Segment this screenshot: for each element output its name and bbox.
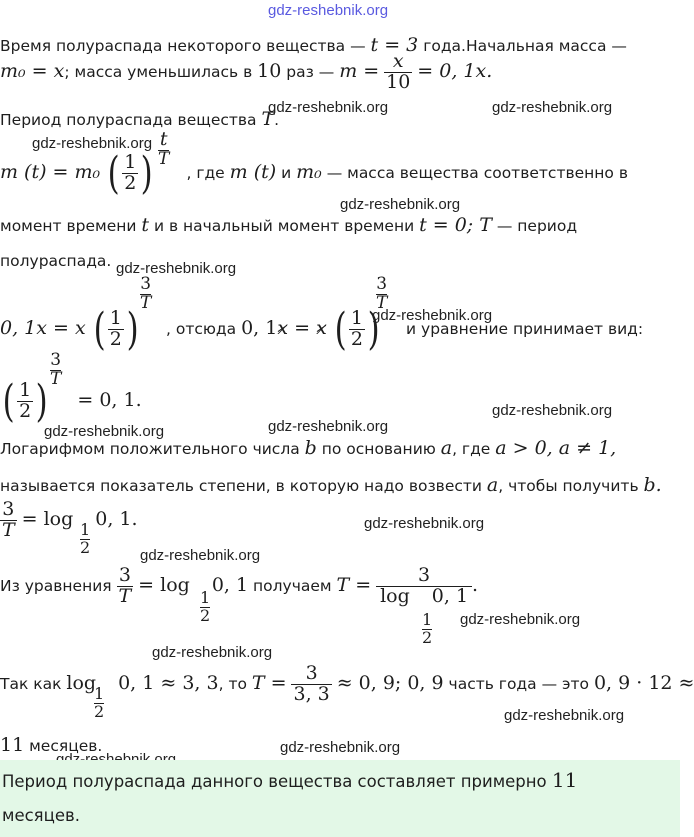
watermark: gdz-reshebnik.org xyxy=(152,644,273,661)
watermark: gdz-reshebnik.org xyxy=(492,99,613,116)
formula-equation: ( $\frac{1}{2}$ ) = 0, 1. xyxy=(2,376,142,427)
formula-substitution: 0, 1x = x ( $\frac{1}{2}$ ) , отсюда 0, 1x = x ( $\frac{1}{2}$ ) и уравнение принимает вид: xyxy=(0,304,644,355)
fraction-3-over-T: $\frac{3}{T}$ xyxy=(118,564,132,607)
exponent-3-over-T: $\frac{3}{T}$ xyxy=(376,274,388,313)
text-log-definition: Логарифмом положительного числа b по основанию a, где a > 0, a ≠ 1, xyxy=(0,437,617,459)
formula-approximate: Так как log 0, 1 ≈ 3, 3, то T = $\frac{3}{3, 3}$ ≈ 0, 9; 0, 9 часть года — это 0, 9 · 12 ≈ xyxy=(0,662,694,705)
text-log-definition-2: называется показатель степени, в которую надо возвести a, чтобы получить b. xyxy=(0,474,662,496)
watermark: gdz-reshebnik.org xyxy=(32,135,153,152)
answer-line-2: месяцев. xyxy=(2,806,80,825)
watermark: gdz-reshebnik.org xyxy=(340,196,461,213)
text-line-period: Период полураспада вещества T. xyxy=(0,108,280,130)
formula-solve-T: Из уравнения $\frac{3}{T}$ = log 0, 1 получаем T = $\frac{3}{\log 0, 1}$ . xyxy=(0,564,479,607)
watermark: gdz-reshebnik.org xyxy=(44,423,165,440)
watermark: gdz-reshebnik.org xyxy=(460,611,581,628)
watermark: gdz-reshebnik.org xyxy=(372,307,493,324)
formula-decay-law: m (t) = m₀ ( $\frac{1}{2}$ ) , где m (t) и m₀ — масса вещества соответственно в xyxy=(0,148,628,199)
fraction-3-over-log: $\frac{3}{\log 0, 1}$ xyxy=(376,566,472,607)
fraction-one-half: $\frac{1}{2}$ xyxy=(124,151,137,194)
log-base-one-half: 1 2 xyxy=(422,610,433,647)
text-line-mass: m₀ = x; масса уменьшилась в 10 раз — m = $\frac{x}{10}$ = 0, 1x. xyxy=(0,50,493,93)
fraction-one-half: $\frac{1}{2}$ xyxy=(19,379,32,422)
watermark: gdz-reshebnik.org xyxy=(280,739,401,756)
watermark: gdz-reshebnik.org xyxy=(504,707,625,724)
watermark: gdz-reshebnik.org xyxy=(268,99,389,116)
watermark: gdz-reshebnik.org xyxy=(364,515,485,532)
text-line-months: 11 месяцев. xyxy=(0,734,103,756)
cancelled-x: x xyxy=(316,317,327,339)
watermark: gdz-reshebnik.org xyxy=(492,402,613,419)
answer-line-1: Период полураспада данного вещества составляет примерно 11 xyxy=(2,768,578,792)
exponent-t-over-T: $\frac{t}{T}$ xyxy=(158,128,170,169)
watermark: gdz-reshebnik.org xyxy=(140,547,261,564)
text-line-halflife-word: полураспада. xyxy=(0,252,112,270)
fraction-one-half: $\frac{1}{2}$ xyxy=(350,307,363,350)
exponent-3-over-T: $\frac{3}{T}$ xyxy=(50,350,62,389)
fraction-x-over-10: $\frac{x}{10}$ xyxy=(386,50,411,93)
fraction-3-over-3-3: $\frac{3}{3, 3}$ xyxy=(293,662,330,705)
watermark-top[interactable]: gdz-reshebnik.org xyxy=(268,2,389,19)
log-base-one-half: 1 2 xyxy=(94,684,105,721)
exponent-3-over-T: $\frac{3}{T}$ xyxy=(140,274,152,313)
answer-box xyxy=(0,760,680,837)
formula-log-form: $\frac{3}{T}$ = log 0, 1. xyxy=(2,498,138,541)
watermark: gdz-reshebnik.org xyxy=(116,260,237,277)
fraction-3-over-T: $\frac{3}{T}$ xyxy=(2,498,15,541)
watermark: gdz-reshebnik.org xyxy=(268,418,389,435)
cancelled-x: x xyxy=(277,317,289,339)
fraction-one-half: $\frac{1}{2}$ xyxy=(109,307,122,350)
log-base-one-half: 1 2 xyxy=(200,588,211,625)
text-line-half-life: Время полураспада некоторого вещества — t = 3 года.Начальная масса — xyxy=(0,34,627,56)
log-base-one-half: 1 2 xyxy=(80,520,91,557)
text-line-moment: момент времени t и в начальный момент времени t = 0; T — период xyxy=(0,214,578,236)
